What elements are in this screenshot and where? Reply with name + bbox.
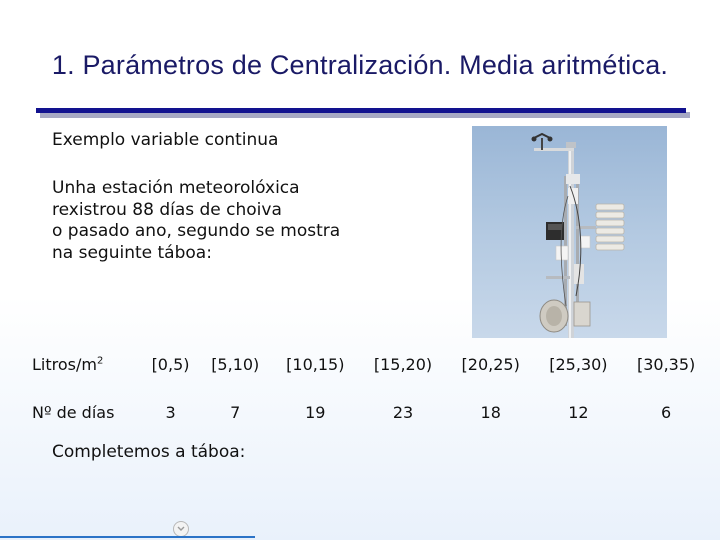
count-cell: 23 <box>392 402 414 422</box>
count-cell: 3 <box>165 402 176 422</box>
intro-line: Unha estación meteorolóxica <box>52 178 300 198</box>
intro-line: rexistrou 88 días de choiva <box>52 199 282 220</box>
count-cell: 12 <box>568 402 589 422</box>
closing-instruction: Completemos a táboa: <box>52 442 246 462</box>
interval-cell: [25,30) <box>549 354 608 374</box>
row-label-litres-text: Litros/m <box>32 354 97 374</box>
weather-station-photo <box>472 126 667 338</box>
interval-cell: [20,25) <box>461 354 520 374</box>
title-rule <box>36 108 686 113</box>
interval-cell: [0,5) <box>151 354 190 374</box>
row-label-superscript: 2 <box>96 355 104 367</box>
count-cell: 7 <box>230 402 241 422</box>
interval-cell: [15,20) <box>373 354 433 374</box>
footer-line <box>0 536 255 538</box>
slide-title: 1. Parámetros de Centralización. Media aritmética. <box>51 50 669 80</box>
slide-nav-icon[interactable] <box>173 521 189 537</box>
count-cell: 19 <box>305 402 326 422</box>
interval-cell: [10,15) <box>286 354 345 374</box>
intro-text <box>52 178 382 264</box>
interval-cell: [5,10) <box>211 354 260 374</box>
intro-line: na seguinte táboa: <box>52 242 212 263</box>
intro-line: o pasado ano, segundo se mostra <box>52 221 341 241</box>
frequency-table <box>10 340 710 436</box>
table-row-counts <box>10 388 710 436</box>
example-subtitle: Exemplo variable continua <box>52 130 279 150</box>
interval-cell: [30,35) <box>636 354 696 374</box>
count-cell: 6 <box>661 402 672 422</box>
count-cell: 18 <box>480 402 501 422</box>
table-row-intervals <box>10 340 710 388</box>
row-label-litres <box>10 340 142 388</box>
row-label-days: Nº de días <box>32 402 115 422</box>
